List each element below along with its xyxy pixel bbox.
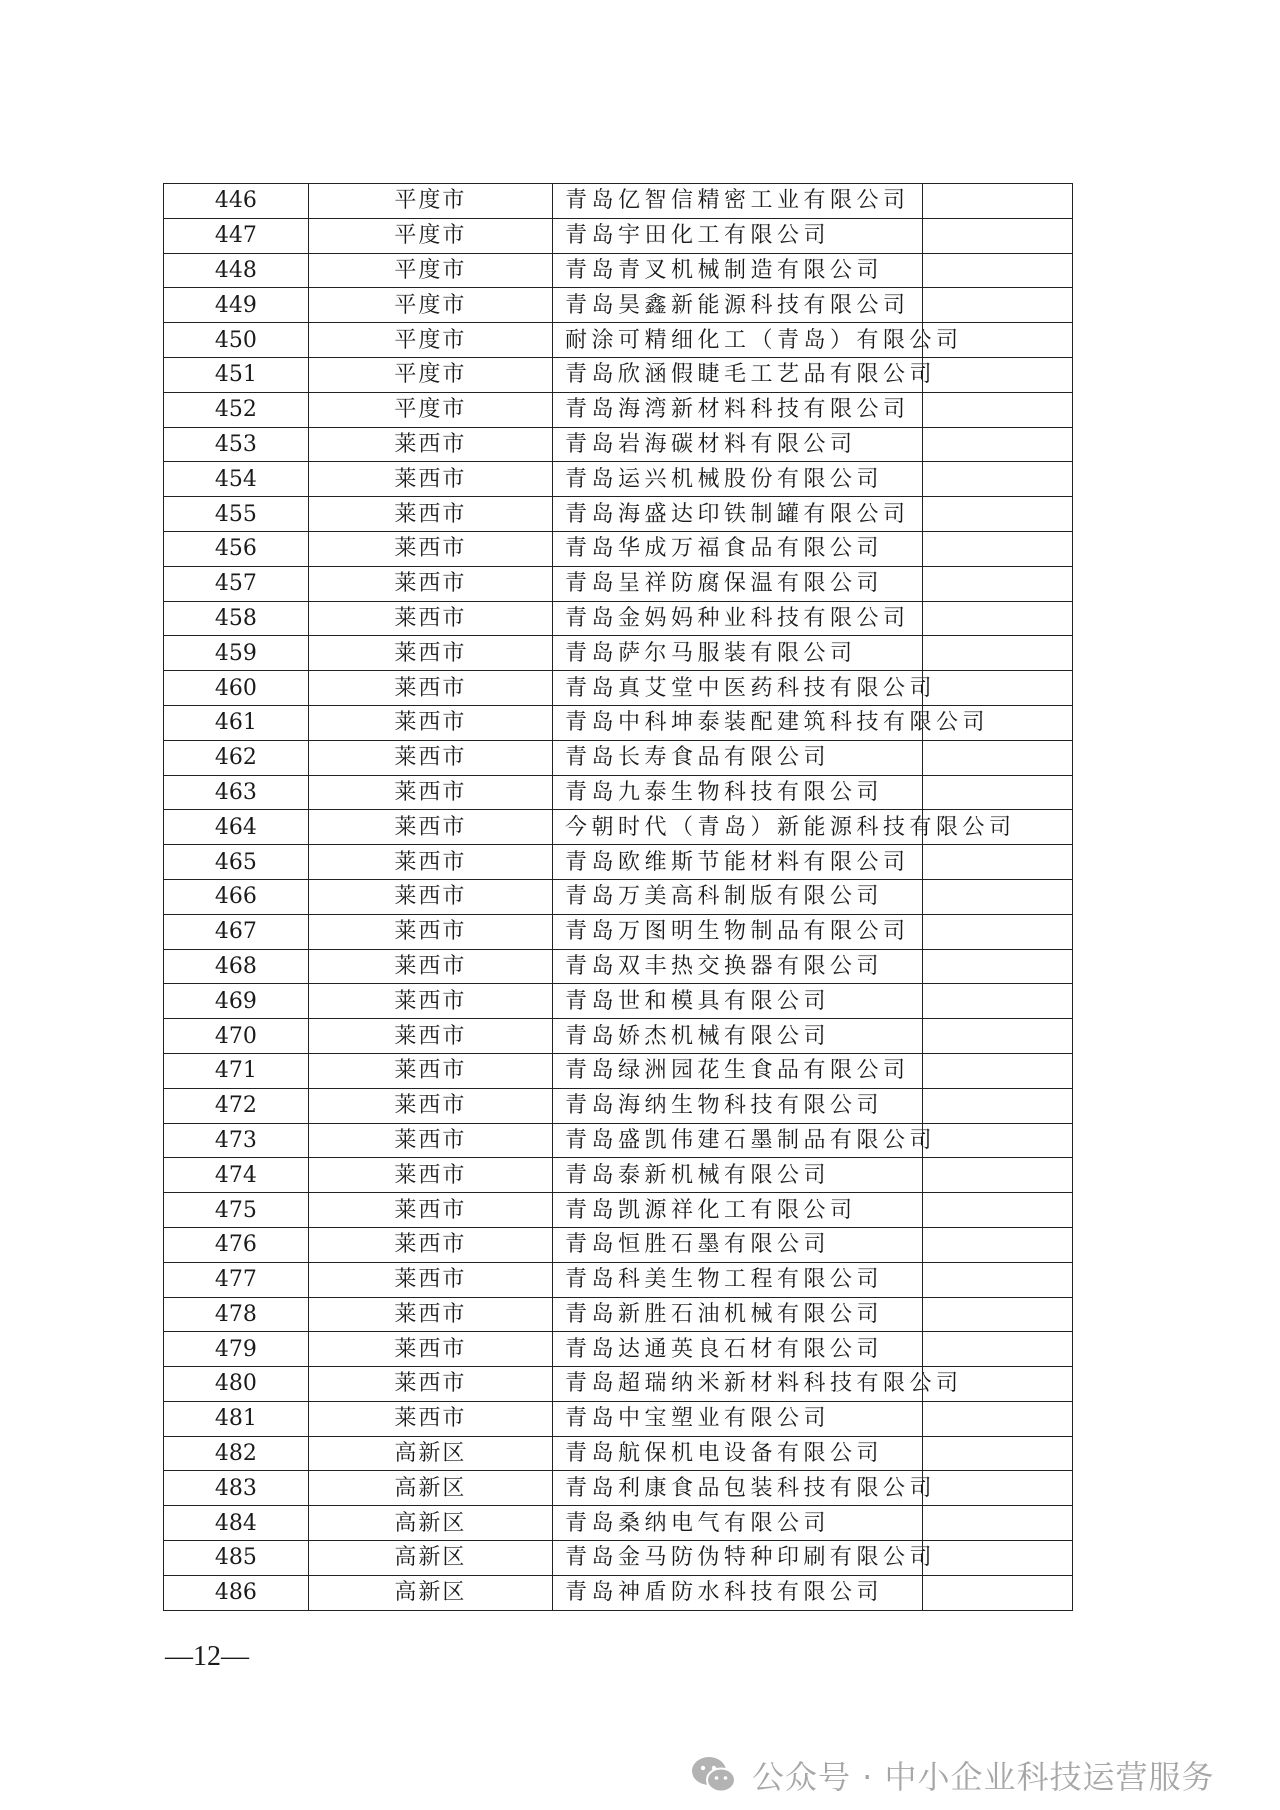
district-cell: 莱西市: [308, 601, 552, 636]
table-row: [164, 323, 1073, 358]
table-row: [164, 1471, 1073, 1506]
company-name-cell: 青岛泰新机械有限公司: [553, 1158, 923, 1193]
district-cell: 莱西市: [308, 1193, 552, 1228]
remarks-cell: [923, 184, 1073, 219]
district-cell: 莱西市: [308, 914, 552, 949]
district-cell: 平度市: [308, 253, 552, 288]
remarks-cell: [923, 949, 1073, 984]
row-number-cell: 477: [164, 1262, 309, 1297]
row-number-cell: 446: [164, 184, 309, 219]
row-number-cell: 472: [164, 1088, 309, 1123]
row-number-cell: 467: [164, 914, 309, 949]
company-name-cell: 青岛利康食品包装科技有限公司: [553, 1471, 923, 1506]
district-cell: 莱西市: [308, 740, 552, 775]
remarks-cell: [923, 253, 1073, 288]
district-cell: 高新区: [308, 1471, 552, 1506]
row-number-cell: 453: [164, 427, 309, 462]
row-number-cell: 486: [164, 1575, 309, 1610]
table-row: [164, 1575, 1073, 1610]
remarks-cell: [923, 671, 1073, 706]
row-number-cell: 476: [164, 1227, 309, 1262]
district-cell: 莱西市: [308, 636, 552, 671]
row-number-cell: 465: [164, 845, 309, 880]
row-number-cell: 470: [164, 1019, 309, 1054]
company-name-cell: 青岛萨尔马服装有限公司: [553, 636, 923, 671]
table-row: [164, 949, 1073, 984]
row-number-cell: 455: [164, 497, 309, 532]
remarks-cell: [923, 1332, 1073, 1367]
row-number-cell: 450: [164, 323, 309, 358]
table-row: [164, 497, 1073, 532]
company-name-cell: 青岛双丰热交换器有限公司: [553, 949, 923, 984]
company-name-cell: 青岛航保机电设备有限公司: [553, 1436, 923, 1471]
table-row: [164, 1506, 1073, 1541]
remarks-cell: [923, 497, 1073, 532]
company-name-cell: 青岛绿洲园花生食品有限公司: [553, 1053, 923, 1088]
district-cell: 莱西市: [308, 1158, 552, 1193]
company-name-cell: 青岛达通英良石材有限公司: [553, 1332, 923, 1367]
row-number-cell: 480: [164, 1367, 309, 1402]
district-cell: 莱西市: [308, 879, 552, 914]
company-name-cell: 青岛昊鑫新能源科技有限公司: [553, 288, 923, 323]
company-name-cell: 青岛超瑞纳米新材料科技有限公司: [553, 1367, 923, 1402]
remarks-cell: [923, 1262, 1073, 1297]
table-row: [164, 740, 1073, 775]
district-cell: 莱西市: [308, 497, 552, 532]
district-cell: 莱西市: [308, 1367, 552, 1402]
remarks-cell: [923, 1471, 1073, 1506]
district-cell: 莱西市: [308, 427, 552, 462]
remarks-cell: [923, 1575, 1073, 1610]
table-row: [164, 392, 1073, 427]
row-number-cell: 478: [164, 1297, 309, 1332]
table-row: [164, 288, 1073, 323]
district-cell: 莱西市: [308, 1332, 552, 1367]
table-row: [164, 1019, 1073, 1054]
company-name-cell: 青岛岩海碳材料有限公司: [553, 427, 923, 462]
company-name-cell: 青岛神盾防水科技有限公司: [553, 1575, 923, 1610]
remarks-cell: [923, 1158, 1073, 1193]
district-cell: 莱西市: [308, 984, 552, 1019]
table-row: [164, 984, 1073, 1019]
district-cell: 平度市: [308, 323, 552, 358]
district-cell: 平度市: [308, 184, 552, 219]
row-number-cell: 485: [164, 1541, 309, 1576]
table-body: [164, 184, 1073, 1611]
company-name-cell: 青岛宇田化工有限公司: [553, 218, 923, 253]
remarks-cell: [923, 914, 1073, 949]
row-number-cell: 471: [164, 1053, 309, 1088]
company-name-cell: 青岛长寿食品有限公司: [553, 740, 923, 775]
district-cell: 莱西市: [308, 531, 552, 566]
table-row: [164, 1227, 1073, 1262]
row-number-cell: 484: [164, 1506, 309, 1541]
row-number-cell: 466: [164, 879, 309, 914]
row-number-cell: 482: [164, 1436, 309, 1471]
table-row: [164, 1436, 1073, 1471]
district-cell: 莱西市: [308, 810, 552, 845]
district-cell: 莱西市: [308, 1401, 552, 1436]
row-number-cell: 479: [164, 1332, 309, 1367]
district-cell: 高新区: [308, 1541, 552, 1576]
row-number-cell: 452: [164, 392, 309, 427]
company-name-cell: 青岛九泰生物科技有限公司: [553, 775, 923, 810]
remarks-cell: [923, 601, 1073, 636]
table-row: [164, 705, 1073, 740]
remarks-cell: [923, 1227, 1073, 1262]
remarks-cell: [923, 775, 1073, 810]
company-name-cell: 青岛海纳生物科技有限公司: [553, 1088, 923, 1123]
table-row: [164, 1123, 1073, 1158]
table-row: [164, 1158, 1073, 1193]
row-number-cell: 468: [164, 949, 309, 984]
row-number-cell: 483: [164, 1471, 309, 1506]
company-name-cell: 青岛世和模具有限公司: [553, 984, 923, 1019]
row-number-cell: 454: [164, 462, 309, 497]
row-number-cell: 469: [164, 984, 309, 1019]
company-name-cell: 今朝时代（青岛）新能源科技有限公司: [553, 810, 923, 845]
company-name-cell: 青岛凯源祥化工有限公司: [553, 1193, 923, 1228]
row-number-cell: 475: [164, 1193, 309, 1228]
district-cell: 莱西市: [308, 566, 552, 601]
wechat-watermark: [690, 1752, 1215, 1798]
table-row: [164, 253, 1073, 288]
company-name-cell: 青岛真艾堂中医药科技有限公司: [553, 671, 923, 706]
table-row: [164, 1193, 1073, 1228]
company-name-cell: 青岛金妈妈种业科技有限公司: [553, 601, 923, 636]
company-name-cell: 青岛海湾新材料科技有限公司: [553, 392, 923, 427]
district-cell: 高新区: [308, 1575, 552, 1610]
district-cell: 莱西市: [308, 845, 552, 880]
table-row: [164, 671, 1073, 706]
wechat-icon: [690, 1754, 738, 1796]
district-cell: 莱西市: [308, 671, 552, 706]
district-cell: 莱西市: [308, 462, 552, 497]
district-cell: 莱西市: [308, 1123, 552, 1158]
table-row: [164, 566, 1073, 601]
district-cell: 莱西市: [308, 775, 552, 810]
company-name-cell: 青岛亿智信精密工业有限公司: [553, 184, 923, 219]
row-number-cell: 463: [164, 775, 309, 810]
district-cell: 平度市: [308, 392, 552, 427]
row-number-cell: 449: [164, 288, 309, 323]
table-row: [164, 1262, 1073, 1297]
district-cell: 莱西市: [308, 1262, 552, 1297]
company-name-cell: 青岛新胜石油机械有限公司: [553, 1297, 923, 1332]
district-cell: 莱西市: [308, 1019, 552, 1054]
district-cell: 莱西市: [308, 1297, 552, 1332]
remarks-cell: [923, 288, 1073, 323]
company-name-cell: 青岛中宝塑业有限公司: [553, 1401, 923, 1436]
district-cell: 莱西市: [308, 1088, 552, 1123]
row-number-cell: 481: [164, 1401, 309, 1436]
table-row: [164, 1088, 1073, 1123]
table-row: [164, 636, 1073, 671]
row-number-cell: 462: [164, 740, 309, 775]
watermark-text: 公众号 · 中小企业科技运营服务: [752, 1758, 1215, 1796]
district-cell: 平度市: [308, 218, 552, 253]
table-row: [164, 775, 1073, 810]
district-cell: 高新区: [308, 1506, 552, 1541]
remarks-cell: [923, 636, 1073, 671]
district-cell: 高新区: [308, 1436, 552, 1471]
remarks-cell: [923, 531, 1073, 566]
remarks-cell: [923, 462, 1073, 497]
district-cell: 莱西市: [308, 1053, 552, 1088]
company-name-cell: 青岛华成万福食品有限公司: [553, 531, 923, 566]
remarks-cell: [923, 1541, 1073, 1576]
remarks-cell: [923, 1401, 1073, 1436]
table-row: [164, 1367, 1073, 1402]
table-row: [164, 357, 1073, 392]
company-name-cell: 青岛桑纳电气有限公司: [553, 1506, 923, 1541]
remarks-cell: [923, 1193, 1073, 1228]
table-row: [164, 184, 1073, 219]
remarks-cell: [923, 392, 1073, 427]
table-row: [164, 1541, 1073, 1576]
row-number-cell: 473: [164, 1123, 309, 1158]
table-row: [164, 914, 1073, 949]
remarks-cell: [923, 984, 1073, 1019]
remarks-cell: [923, 1053, 1073, 1088]
page-number: —12—: [165, 1641, 249, 1672]
company-name-cell: 耐涂可精细化工（青岛）有限公司: [553, 323, 923, 358]
row-number-cell: 461: [164, 705, 309, 740]
company-name-cell: 青岛万图明生物制品有限公司: [553, 914, 923, 949]
remarks-cell: [923, 1297, 1073, 1332]
company-name-cell: 青岛运兴机械股份有限公司: [553, 462, 923, 497]
table-row: [164, 1297, 1073, 1332]
company-name-cell: 青岛中科坤泰装配建筑科技有限公司: [553, 705, 923, 740]
company-name-cell: 青岛青叉机械制造有限公司: [553, 253, 923, 288]
remarks-cell: [923, 879, 1073, 914]
district-cell: 莱西市: [308, 949, 552, 984]
company-name-cell: 青岛金马防伪特种印刷有限公司: [553, 1541, 923, 1576]
remarks-cell: [923, 427, 1073, 462]
table-row: [164, 427, 1073, 462]
table-row: [164, 845, 1073, 880]
remarks-cell: [923, 218, 1073, 253]
company-name-cell: 青岛欧维斯节能材料有限公司: [553, 845, 923, 880]
row-number-cell: 457: [164, 566, 309, 601]
company-name-cell: 青岛呈祥防腐保温有限公司: [553, 566, 923, 601]
remarks-cell: [923, 1088, 1073, 1123]
company-name-cell: 青岛恒胜石墨有限公司: [553, 1227, 923, 1262]
row-number-cell: 458: [164, 601, 309, 636]
remarks-cell: [923, 1019, 1073, 1054]
table-row: [164, 879, 1073, 914]
district-cell: 平度市: [308, 357, 552, 392]
remarks-cell: [923, 357, 1073, 392]
table-row: [164, 1332, 1073, 1367]
company-list-table: [163, 183, 1073, 1611]
company-name-cell: 青岛欣涵假睫毛工艺品有限公司: [553, 357, 923, 392]
district-cell: 莱西市: [308, 705, 552, 740]
remarks-cell: [923, 740, 1073, 775]
company-name-cell: 青岛海盛达印铁制罐有限公司: [553, 497, 923, 532]
row-number-cell: 464: [164, 810, 309, 845]
table-row: [164, 1401, 1073, 1436]
table-row: [164, 531, 1073, 566]
remarks-cell: [923, 1436, 1073, 1471]
row-number-cell: 451: [164, 357, 309, 392]
row-number-cell: 447: [164, 218, 309, 253]
table-row: [164, 462, 1073, 497]
table-row: [164, 218, 1073, 253]
row-number-cell: 456: [164, 531, 309, 566]
company-name-cell: 青岛娇杰机械有限公司: [553, 1019, 923, 1054]
district-cell: 莱西市: [308, 1227, 552, 1262]
remarks-cell: [923, 566, 1073, 601]
company-name-cell: 青岛科美生物工程有限公司: [553, 1262, 923, 1297]
remarks-cell: [923, 845, 1073, 880]
table-row: [164, 810, 1073, 845]
district-cell: 平度市: [308, 288, 552, 323]
row-number-cell: 474: [164, 1158, 309, 1193]
company-name-cell: 青岛万美高科制版有限公司: [553, 879, 923, 914]
remarks-cell: [923, 1123, 1073, 1158]
table-row: [164, 1053, 1073, 1088]
company-name-cell: 青岛盛凯伟建石墨制品有限公司: [553, 1123, 923, 1158]
row-number-cell: 460: [164, 671, 309, 706]
row-number-cell: 459: [164, 636, 309, 671]
remarks-cell: [923, 1506, 1073, 1541]
row-number-cell: 448: [164, 253, 309, 288]
table-row: [164, 601, 1073, 636]
